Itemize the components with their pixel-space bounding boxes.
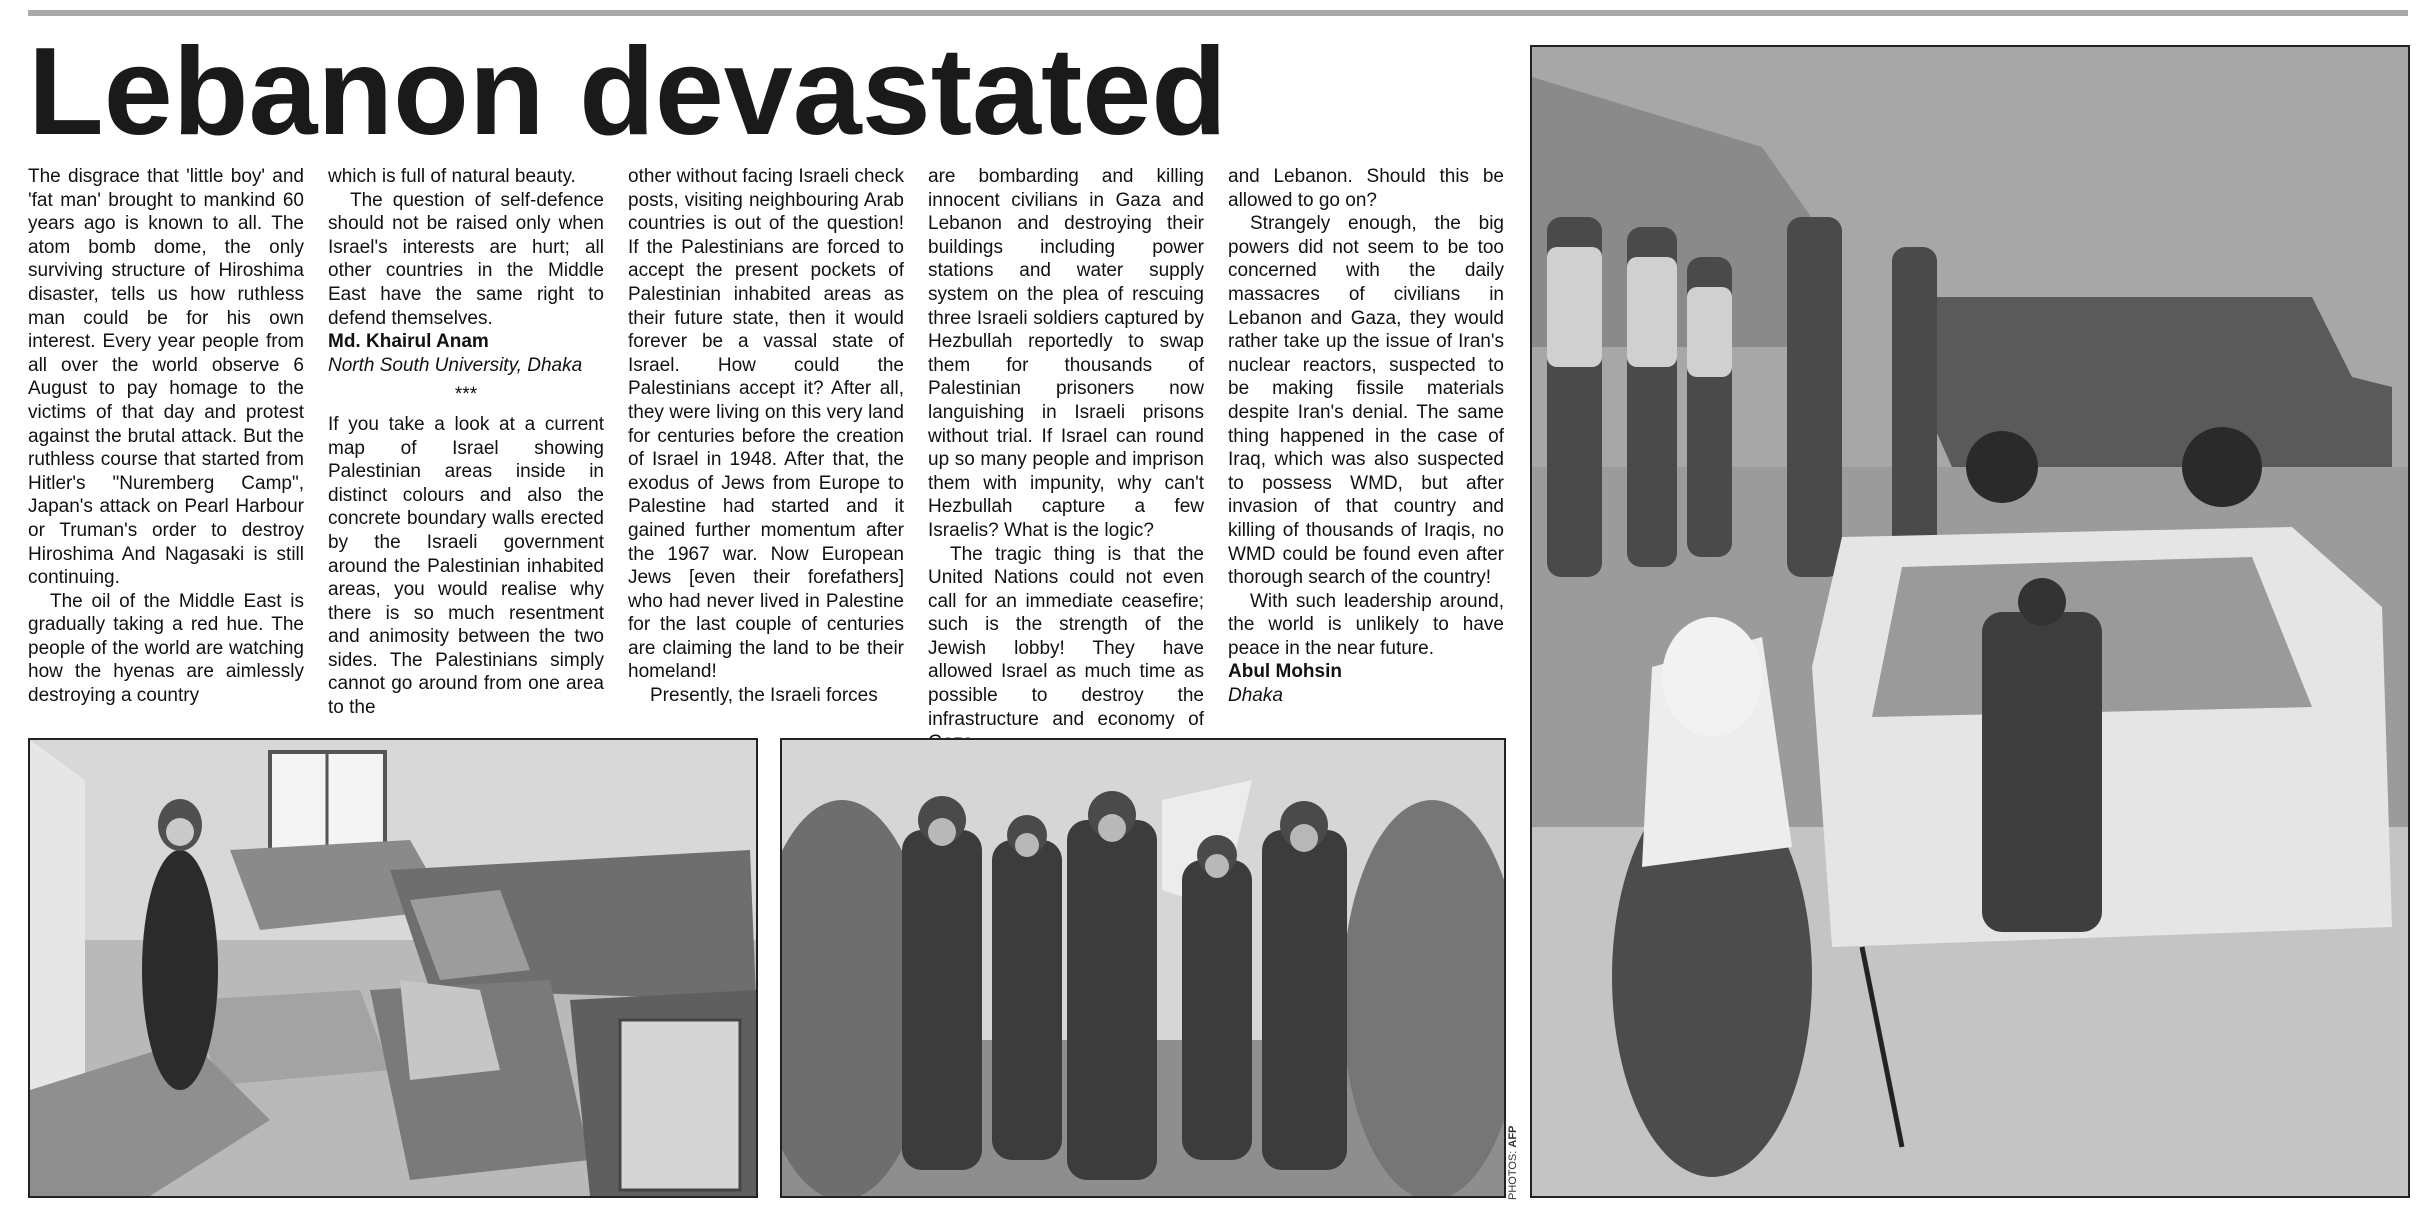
photo-destroyed-room [28, 738, 758, 1198]
letter2-paragraph-1-part-b: other without facing Israeli check posts, visiting neighbouring Arab countries is out of the question! If the Palestinians are forced to accept the present pockets of Palestinian inhabited areas as their future state, then it would forever be a vassal state of Israel. How could the Palestinians accept it? After all, they were living on this very land for centuries before the creation of Israel in 1948. After that, the exodus of Jews from Europe to Palestine had started and it gained further momentum after the 1967 war. Now European Jews [even their forefathers] who had never lived in Palestine for the last couple of centuries are claiming the land to be their homeland! [628, 166, 904, 683]
letter1-paragraph-1: The disgrace that 'little boy' and 'fat man' brought to mankind 60 years ago is known to all. The atom bomb dome, the only surviving structure of Hiroshima disaster, tells us how ruthless man could be for his own interest. Every year people from all over the world observe 6 August to pay homage to the victims of that day and protest against the brutal attack. But the ruthless course that started from Hitler's "Nuremberg Camp", Japan's attack on Pearl Harbour or Truman's order to destroy Hiroshima And Nagasaki is still continuing. [28, 166, 304, 589]
letter1-paragraph-2-part-b: which is full of natural beauty. [328, 166, 576, 187]
text-column-3 [628, 165, 904, 708]
letter1-author: Md. Khairul Anam [328, 331, 489, 353]
letter2-paragraph-5: With such leadership around, the world is unlikely to have peace in the near future. [1228, 590, 1504, 659]
text-column-5 [1228, 165, 1504, 708]
photo-credit [1507, 1126, 1519, 1200]
photo-destroyed-room-illustration [30, 740, 756, 1196]
letter2-paragraph-2-part-b: are bombarding and killing innocent civilians in Gaza and Lebanon and destroying their buildings including power stations and water supply system on the plea of rescuing three Israeli soldiers captured by Hezbullah reportedly to swap them for thousands of Palestinian prisoners now languishing in Israeli prisons without trial. If Israel can round up so many people and imprison them with impunity, why can't Hezbullah capture a few Israelis? What is the logic? [928, 166, 1204, 541]
page-title: Lebanon devastated [28, 23, 1227, 161]
photo-soldiers-illustration [782, 740, 1504, 1196]
letter2-paragraph-3-part-a: The tragic thing is that the United Nations could not even call for an immediate ceasefire; such is the strength of the Jewish lobby! They have allowed Israel as much time as possible to destroy the infrastructure and economy of [928, 543, 1204, 730]
letter1-paragraph-3: The question of self-defence should not be raised only when Israel's interests are hurt; all other countries in the Middle East have the same right to defend themselves. [328, 189, 604, 329]
text-column-4 [928, 165, 1204, 755]
letter-separator: *** [454, 384, 478, 406]
letter1-affiliation: North South University, Dhaka [328, 354, 583, 376]
text-column-2 [328, 165, 604, 720]
letter2-affiliation: Dhaka [1228, 685, 1283, 707]
photo-river-crossing [1530, 45, 2410, 1198]
letter1-paragraph-2-part-a: The oil of the Middle East is gradually taking a red hue. The people of the world are watching how the hyenas are aimlessly destroying a country [28, 590, 304, 707]
letter2-author: Abul Mohsin [1228, 661, 1342, 683]
letter2-paragraph-1-part-a: If you take a look at a current map of Israel showing Palestinian areas inside in distinct colours and also the concrete boundary walls erected by the Israeli government around the Palestinian inhabited areas, you would realise why there is so much resentment and animosity between the two sides. The Palestinians simply cannot go around from one area to the [328, 413, 604, 719]
letter2-paragraph-3-part-b: and Lebanon. Should this be allowed to go on? [1228, 166, 1504, 211]
photo-credit-prefix: PHOTOS: [1507, 1147, 1519, 1200]
photo-soldiers [780, 738, 1506, 1198]
letter2-paragraph-2-part-a: Presently, the Israeli forces [650, 685, 878, 707]
top-rule [28, 10, 2408, 16]
text-column-1 [28, 165, 304, 708]
letter2-paragraph-4: Strangely enough, the big powers did not seem to be too concerned with the daily massacres of civilians in Lebanon and Gaza, they would rather take up the issue of Iran's nuclear reactors, suspected to be making fissile materials despite Iran's denial. The same thing happened in the case of Iraq, which was also suspected to possess WMD, but after invasion of that country and killing of thousands of Iraqis, no WMD could be found even after thorough search of the country! [1228, 213, 1504, 589]
photo-credit-agency: AFP [1507, 1125, 1519, 1148]
photo-river-crossing-illustration [1532, 47, 2408, 1196]
